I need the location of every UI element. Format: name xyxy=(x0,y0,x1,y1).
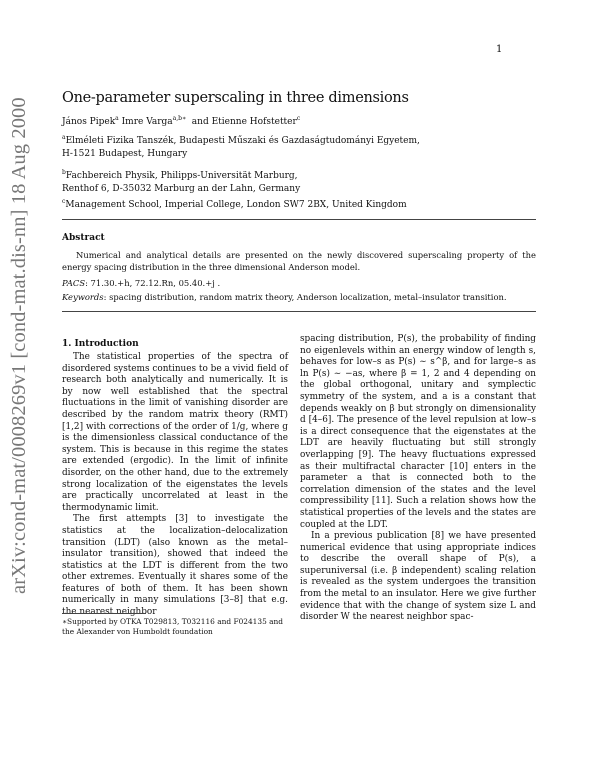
abstract-text: Numerical and analytical details are presented on the newly discovered superscaling property of the energy spacing distribution in the three dimensional Anderson model. xyxy=(62,250,536,272)
right-paragraph-2: In a previous publication [8] we have presented numerical evidence that using appropriate indices to describe the overall shape of P(s), a superuniversal (i.e. β independent) scaling relation is revealed as the system undergoes the transition from the metal to an insulator. Here we give further evidence that with the change of system size L and disorder W the nearest neighbor spac- xyxy=(300,531,536,623)
right-column xyxy=(300,334,536,624)
affiliation-a-marker: a xyxy=(62,134,66,141)
section-heading: 1. Introduction xyxy=(62,339,139,349)
affiliation-c-line1: Management School, Imperial College, London SW7 2BX, United Kingdom xyxy=(65,200,407,210)
rule-bottom xyxy=(62,311,536,312)
author-pipek: János Pipek xyxy=(62,117,116,127)
author-list xyxy=(62,115,300,127)
left-paragraph-2: The first attempts [3] to investigate the statistics at the localization–delocalization transition (LDT) (also known as the metal–insulator transition), showed that indeed the statistics at the LDT is different from the two other extremes. Eventually it shares some of the features of both of them. It has been shown numerically in many simulations [3–8] that e.g. the nearest neighbor xyxy=(62,514,288,618)
pacs-line xyxy=(62,278,220,288)
paper-title: One-parameter superscaling in three dimensions xyxy=(62,90,409,106)
right-paragraph-1: spacing distribution, P(s), the probability of finding no eigenlevels within an energy window of length s, behaves for low–s as P(s) ∼ s^β, and for large–s as ln P(s) ∼ −as, where β = 1, 2 and 4 depending on the global orthogonal, unitary and symplectic symmetry of the system, and a is a constant that depends weakly on β but strongly on dimensionality d [4–6]. The presence of the level repulsion at low–s is a direct consequence that the eigenstates at the LDT are heavily fluctuating but still strongly overlapping [9]. The heavy fluctuations expressed as their multifractal character [10] enters in the parameter a that is connected both to the correlation dimension of the states and the level compressibility [11]. Such a relation shows how the statistical properties of the levels and the states are coupled at the LDT. xyxy=(300,334,536,530)
affiliation-a-line1: Elméleti Fizika Tanszék, Budapesti Műszaki és Gazdaságtudományi Egyetem, xyxy=(65,136,420,146)
arxiv-stamp: arXiv:cond-mat/0008269v1 [cond-mat.dis-nn] 18 Aug 2000 xyxy=(8,97,30,594)
footnote: ∗Supported by OTKA T029813, T032116 and F024135 and the Alexander von Humboldt foundation xyxy=(62,617,284,636)
affiliation-c xyxy=(62,195,407,212)
pacs-label: PACS xyxy=(62,278,86,288)
affiliation-b-marker: b xyxy=(62,169,66,176)
affiliation-b-line2: Renthof 6, D-35032 Marburg an der Lahn, Germany xyxy=(62,184,301,194)
keywords-line xyxy=(62,292,507,302)
keywords-value: : spacing distribution, random matrix theory, Anderson localization, metal–insulator transition. xyxy=(103,292,507,302)
keywords-label: Keywords xyxy=(62,292,104,302)
pacs-value: : 71.30.+h, 72.12.Rn, 05.40.+j . xyxy=(85,278,221,288)
page-number: 1 xyxy=(496,44,503,55)
rule-top xyxy=(62,219,536,220)
author-hofstetter-affil: c xyxy=(296,115,301,122)
affiliation-b-line1: Fachbereich Physik, Philipps-Universität Marburg, xyxy=(65,171,298,181)
affiliation-c-marker: c xyxy=(62,198,66,205)
abstract-heading: Abstract xyxy=(62,233,105,243)
left-paragraph-1: The statistical properties of the spectra of disordered systems continues to be a vivid field of research both analytically and numerically. It is by now well established that the spectral fluctuations in the limit of vanishing disorder are described by the random matrix theory (RMT) [1,2] with corrections of the order of 1/g, where g is the dimensionless classical conductance of the system. This is because in this regime the states are extended (ergodic). In the limit of infinite disorder, on the other hand, due to the extremely strong localization of the eigenstates the levels are practically uncorrelated at least in the thermodynamic limit. xyxy=(62,352,288,513)
affiliation-a-line2: H-1521 Budapest, Hungary xyxy=(62,149,188,159)
author-hofstetter: Etienne Hofstetter xyxy=(211,117,297,127)
affiliation-a xyxy=(62,131,420,161)
footnote-rule xyxy=(62,613,146,614)
left-column xyxy=(62,352,288,619)
affiliation-b xyxy=(62,166,300,196)
author-and: and xyxy=(191,117,209,127)
author-pipek-affil: a xyxy=(115,115,119,122)
author-varga: Imre Varga xyxy=(121,117,173,127)
author-varga-affil: a,b∗ xyxy=(172,115,187,122)
